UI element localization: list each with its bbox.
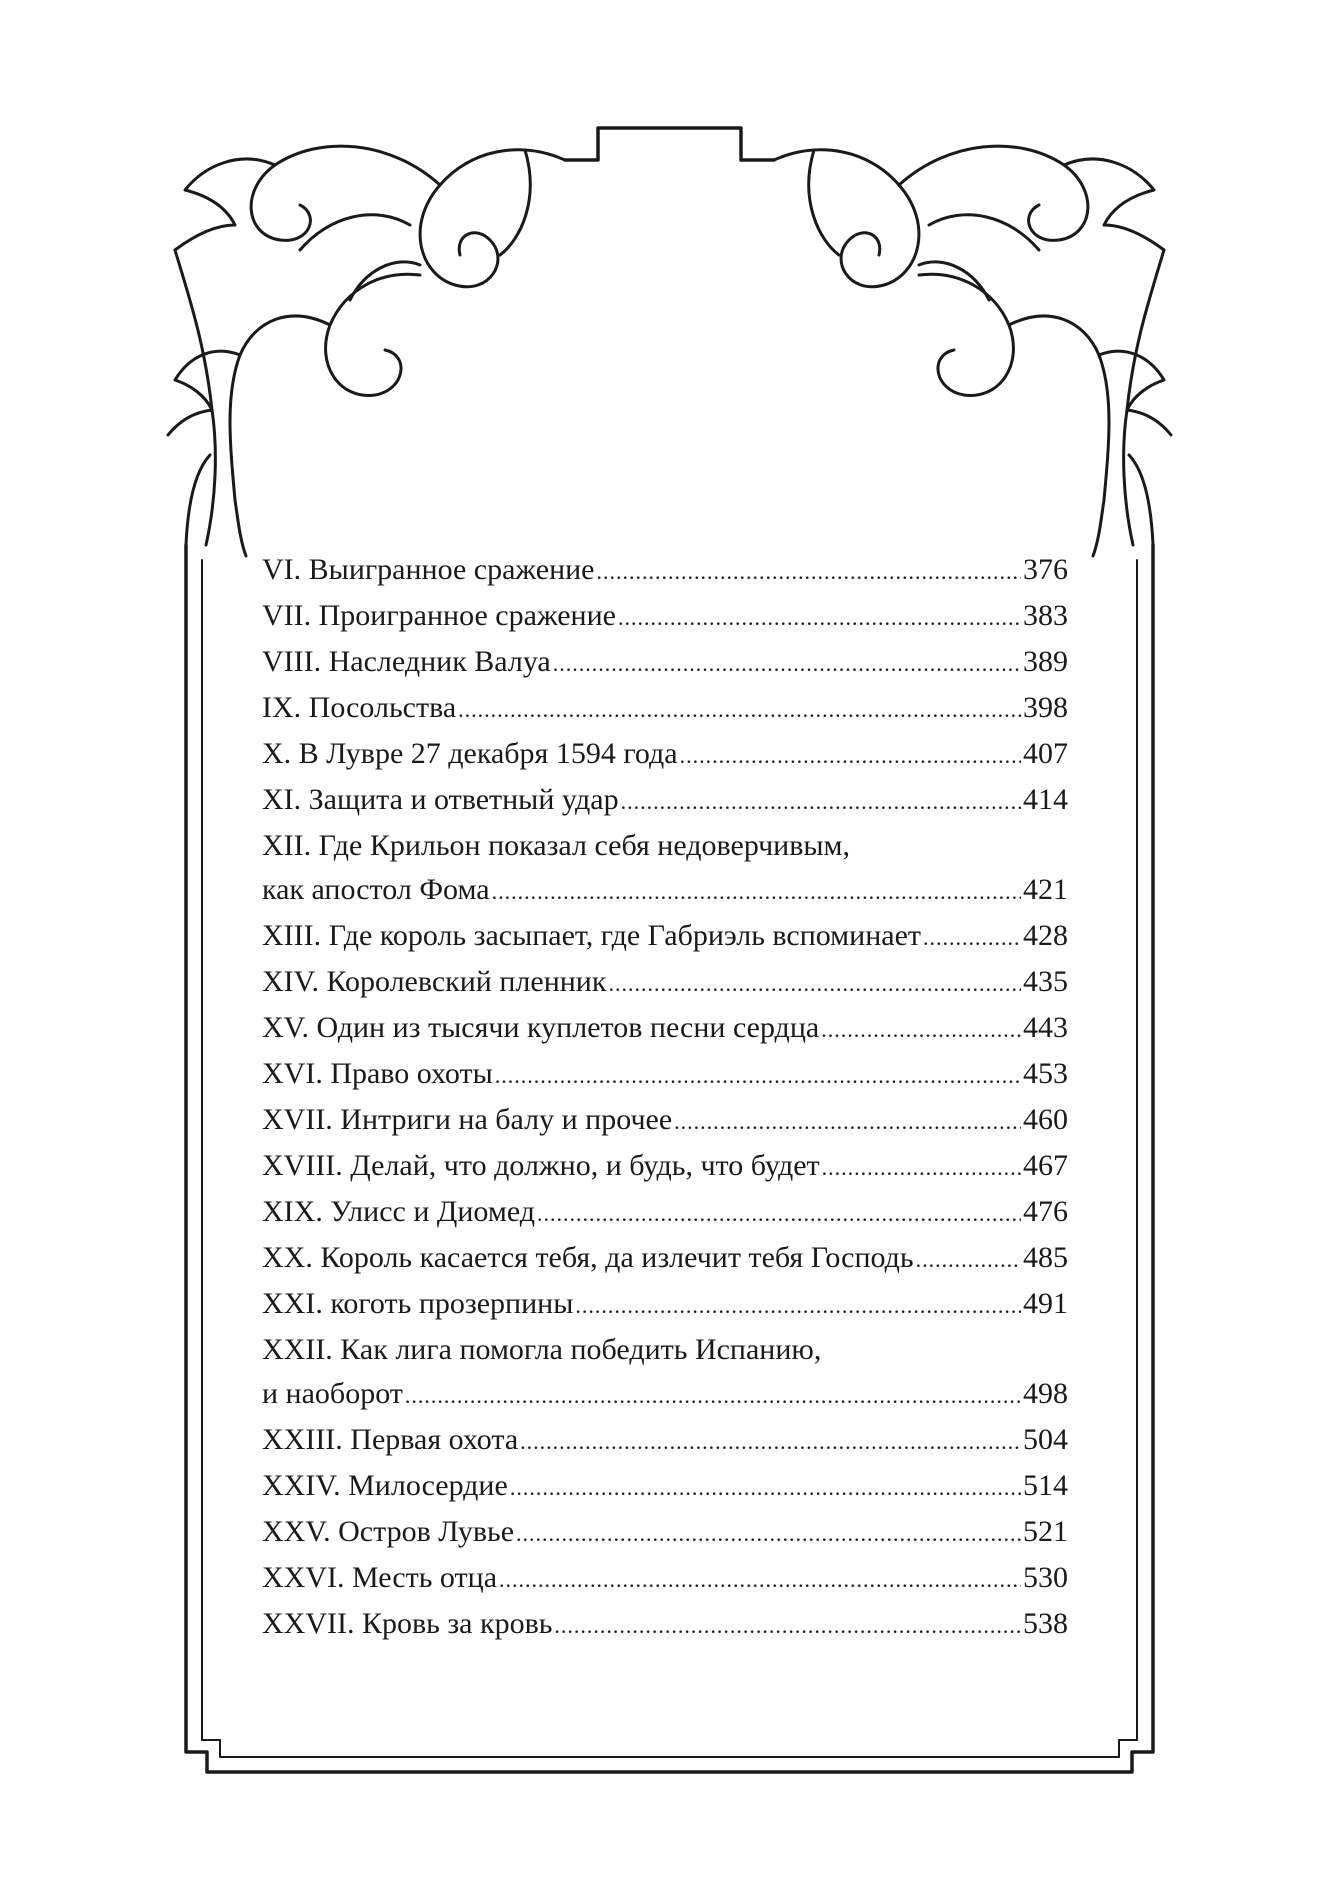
toc-entry-title: VII. Проигранное сражение [262, 599, 616, 632]
toc-entry-page: 530 [1023, 1561, 1068, 1594]
toc-entry [262, 960, 1068, 1006]
toc-leader-dots [499, 1558, 1021, 1602]
toc-entry-title: XXVII. Кровь за кровь [262, 1607, 553, 1640]
toc-leader-dots [822, 1146, 1021, 1190]
toc-entry [262, 778, 1068, 824]
toc-entry [262, 1602, 1068, 1648]
toc-leader-dots [405, 1374, 1021, 1418]
toc-leader-dots [554, 1604, 1021, 1648]
toc-entry-page: 498 [1023, 1377, 1068, 1410]
toc-leader-dots [537, 1192, 1021, 1236]
toc-leader-dots [674, 1100, 1021, 1144]
toc-entry-title: VI. Выигранное сражение [262, 553, 595, 586]
toc-leader-dots [680, 734, 1021, 778]
toc-entry-page: 398 [1023, 691, 1068, 724]
toc-entry [262, 1236, 1068, 1282]
toc-entry-page: 504 [1023, 1423, 1068, 1456]
toc-leader-dots [923, 916, 1021, 960]
toc-entry-page: 514 [1023, 1469, 1068, 1502]
toc-entry [262, 1190, 1068, 1236]
toc-entry [262, 1282, 1068, 1328]
toc-entry-page: 521 [1023, 1515, 1068, 1548]
right-ornament [774, 146, 1171, 556]
toc-entry [262, 1418, 1068, 1464]
toc-entry [262, 1098, 1068, 1144]
toc-entry-title: как апостол Фома [262, 873, 490, 906]
toc-entry [262, 1510, 1068, 1556]
toc-leader-dots [516, 1512, 1021, 1556]
toc-entry [262, 1464, 1068, 1510]
toc-entry-page: 467 [1023, 1149, 1068, 1182]
toc-leader-dots [458, 688, 1021, 732]
toc-entry-page: 443 [1023, 1011, 1068, 1044]
toc-entry-title: XXVI. Месть отца [262, 1561, 498, 1594]
toc-leader-dots [597, 550, 1022, 594]
toc-leader-dots [492, 870, 1021, 914]
toc-leader-dots [575, 1284, 1021, 1328]
toc-leader-dots [495, 1054, 1021, 1098]
toc-entry-title: VIII. Наследник Валуа [262, 645, 551, 678]
toc-entry [262, 1328, 1068, 1418]
toc-entry-title: XI. Защита и ответный удар [262, 783, 619, 816]
toc-leader-dots [916, 1238, 1021, 1282]
toc-entry-title: XXIII. Первая охота [262, 1423, 519, 1456]
toc-entry-title: XXI. коготь прозерпины [262, 1287, 574, 1320]
toc-entry [262, 548, 1068, 594]
toc-entry-title: XV. Один из тысячи куплетов песни сердца [262, 1011, 820, 1044]
toc-entry [262, 686, 1068, 732]
toc-leader-dots [621, 780, 1021, 824]
toc-entry-page: 407 [1023, 737, 1068, 770]
toc-entry-title: XIV. Королевский пленник [262, 965, 607, 998]
toc-entry-page: 476 [1023, 1195, 1068, 1228]
toc-entry [262, 914, 1068, 960]
toc-entry [262, 732, 1068, 778]
toc-entry-title: XX. Король касается тебя, да излечит тебя Господь [262, 1241, 914, 1274]
toc-entry [262, 1556, 1068, 1602]
toc-entry-page: 414 [1023, 783, 1068, 816]
toc-entry-page: 389 [1023, 645, 1068, 678]
toc-entry-title: XVIII. Делай, что должно, и будь, что будет [262, 1149, 820, 1182]
left-ornament [168, 146, 565, 556]
toc-entry-page: 428 [1023, 919, 1068, 952]
toc-leader-dots [618, 596, 1021, 640]
toc-entry-page: 491 [1023, 1287, 1068, 1320]
toc-entry-title: XVI. Право охоты [262, 1057, 493, 1090]
toc-entry-title: XXIV. Милосердие [262, 1469, 508, 1502]
toc-entry-page: 460 [1023, 1103, 1068, 1136]
toc-entry-page: 383 [1023, 599, 1068, 632]
toc-entry-title: XIII. Где король засыпает, где Габриэль вспоминает [262, 919, 922, 952]
toc-entry [262, 1144, 1068, 1190]
toc-entry-title: и наоборот [262, 1377, 403, 1410]
toc-entry-title: XIX. Улисс и Диомед [262, 1195, 536, 1228]
toc-entry [262, 1052, 1068, 1098]
toc-entry-page: 376 [1023, 553, 1068, 586]
toc-entry-title: XXV. Остров Лувье [262, 1515, 515, 1548]
toc-leader-dots [520, 1420, 1021, 1464]
toc-entry-title-line1: XXII. Как лига помогла победить Испанию, [262, 1333, 822, 1366]
toc-entry-page: 538 [1023, 1607, 1068, 1640]
toc-entry [262, 1006, 1068, 1052]
toc-entry-page: 421 [1023, 873, 1068, 906]
toc-entry-page: 453 [1023, 1057, 1068, 1090]
toc-entry [262, 640, 1068, 686]
toc-entry-page: 435 [1023, 965, 1068, 998]
toc-entry-title: XVII. Интриги на балу и прочее [262, 1103, 673, 1136]
toc-entry-page: 485 [1023, 1241, 1068, 1274]
toc-entry [262, 824, 1068, 914]
toc-entry-title-line1: XII. Где Крильон показал себя недоверчивым, [262, 829, 851, 862]
toc-entry-title: X. В Лувре 27 декабря 1594 года [262, 737, 678, 770]
toc-entry [262, 594, 1068, 640]
table-of-contents [262, 548, 1068, 1648]
toc-entry-title: IX. Посольства [262, 691, 457, 724]
toc-leader-dots [510, 1466, 1021, 1510]
toc-leader-dots [608, 962, 1021, 1006]
toc-leader-dots [821, 1008, 1021, 1052]
toc-leader-dots [553, 642, 1021, 686]
